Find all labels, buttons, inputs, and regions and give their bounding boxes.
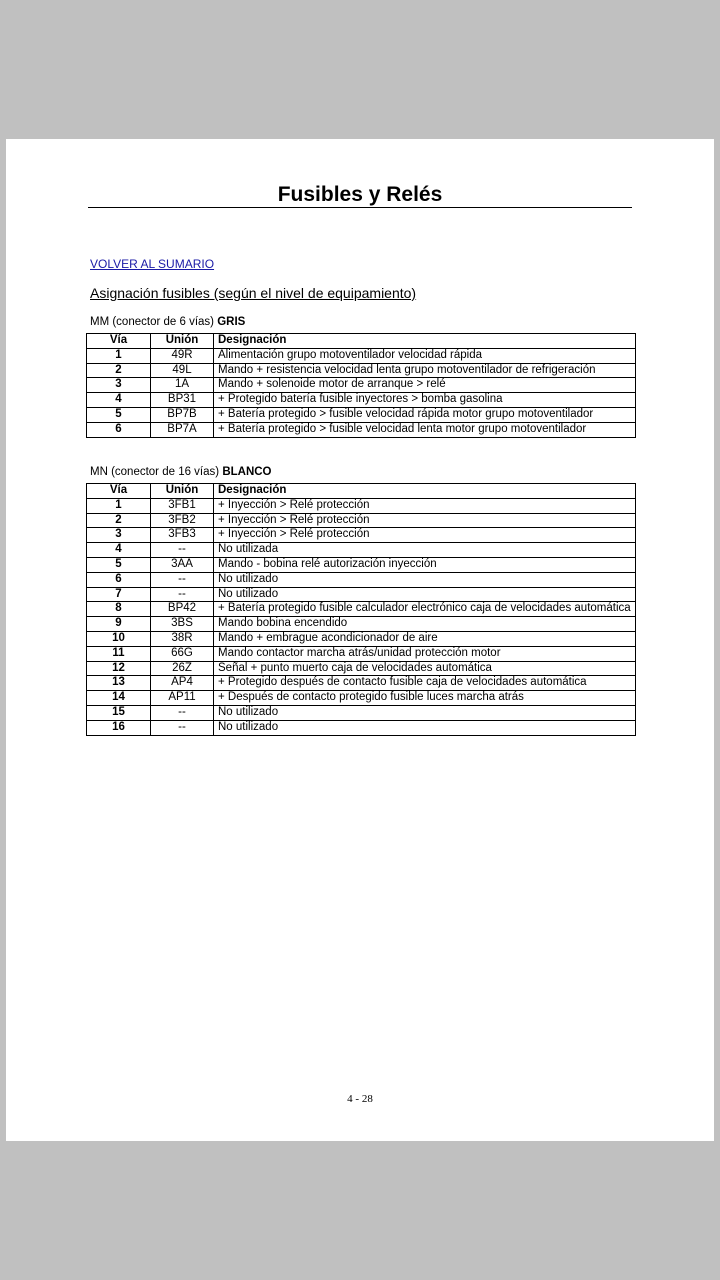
table-header-row <box>87 334 636 349</box>
table-row <box>87 646 636 661</box>
section-subtitle: Asignación fusibles (según el nivel de equipamiento) <box>90 285 417 301</box>
cell-via: 2 <box>87 363 151 378</box>
cell-via: 10 <box>87 631 151 646</box>
cell-designacion: + Inyección > Relé protección <box>214 513 636 528</box>
cell-union: 49R <box>151 348 214 363</box>
table-row <box>87 363 636 378</box>
cell-union: -- <box>151 543 214 558</box>
cell-designacion: Mando + solenoide motor de arranque > relé <box>214 378 636 393</box>
table-row <box>87 587 636 602</box>
cell-designacion: No utilizado <box>214 587 636 602</box>
table-connector-mn <box>86 483 636 736</box>
cell-via: 4 <box>87 543 151 558</box>
cell-union: BP7A <box>151 422 214 437</box>
back-to-summary-link[interactable]: VOLVER AL SUMARIO <box>90 257 215 271</box>
table-row <box>87 513 636 528</box>
header-union: Unión <box>151 484 214 499</box>
table-connector-mm <box>86 333 636 438</box>
cell-union: 26Z <box>151 661 214 676</box>
table-row <box>87 348 636 363</box>
cell-via: 1 <box>87 498 151 513</box>
table-header-row <box>87 484 636 499</box>
cell-designacion: No utilizada <box>214 543 636 558</box>
table-row <box>87 393 636 408</box>
cell-via: 5 <box>87 557 151 572</box>
cell-union: 38R <box>151 631 214 646</box>
cell-union: -- <box>151 720 214 735</box>
cell-union: AP11 <box>151 691 214 706</box>
table-row <box>87 378 636 393</box>
cell-designacion: No utilizado <box>214 720 636 735</box>
cell-via: 8 <box>87 602 151 617</box>
header-designacion: Designación <box>214 334 636 349</box>
cell-via: 15 <box>87 705 151 720</box>
cell-via: 7 <box>87 587 151 602</box>
cell-union: 49L <box>151 363 214 378</box>
cell-via: 9 <box>87 617 151 632</box>
table-row <box>87 528 636 543</box>
cell-via: 14 <box>87 691 151 706</box>
cell-union: 66G <box>151 646 214 661</box>
table-row <box>87 572 636 587</box>
cell-union: 3FB3 <box>151 528 214 543</box>
cell-designacion: Mando bobina encendido <box>214 617 636 632</box>
cell-via: 4 <box>87 393 151 408</box>
cell-designacion: Mando + resistencia velocidad lenta grupo motoventilador de refrigeración <box>214 363 636 378</box>
cell-union: BP31 <box>151 393 214 408</box>
table2-caption-color: BLANCO <box>222 466 272 478</box>
cell-designacion: + Batería protegido fusible calculador electrónico caja de velocidades automática <box>214 602 636 617</box>
table-row <box>87 498 636 513</box>
header-via: Vía <box>87 484 151 499</box>
cell-designacion: Mando + embrague acondicionador de aire <box>214 631 636 646</box>
table1-caption-color: GRIS <box>217 316 246 328</box>
cell-via: 16 <box>87 720 151 735</box>
table1-caption-prefix: MM (conector de 6 vías) <box>90 316 214 328</box>
table2-caption-prefix: MN (conector de 16 vías) <box>90 466 220 478</box>
cell-union: 3BS <box>151 617 214 632</box>
cell-via: 3 <box>87 528 151 543</box>
table-row <box>87 631 636 646</box>
table1-caption <box>90 316 245 328</box>
cell-via: 5 <box>87 407 151 422</box>
table-row <box>87 602 636 617</box>
table-row <box>87 661 636 676</box>
table-row <box>87 705 636 720</box>
cell-union: BP42 <box>151 602 214 617</box>
table-row <box>87 617 636 632</box>
cell-via: 11 <box>87 646 151 661</box>
header-union: Unión <box>151 334 214 349</box>
cell-via: 13 <box>87 676 151 691</box>
header-designacion: Designación <box>214 484 636 499</box>
cell-via: 6 <box>87 572 151 587</box>
cell-designacion: + Protegido después de contacto fusible caja de velocidades automática <box>214 676 636 691</box>
cell-union: 3AA <box>151 557 214 572</box>
cell-union: 3FB2 <box>151 513 214 528</box>
cell-designacion: Mando contactor marcha atrás/unidad protección motor <box>214 646 636 661</box>
cell-designacion: + Protegido batería fusible inyectores > bomba gasolina <box>214 393 636 408</box>
table-row <box>87 557 636 572</box>
table2-caption <box>90 466 272 478</box>
cell-union: -- <box>151 572 214 587</box>
table1-body <box>87 348 636 437</box>
cell-union: 1A <box>151 378 214 393</box>
cell-designacion: + Batería protegido > fusible velocidad lenta motor grupo motoventilador <box>214 422 636 437</box>
cell-designacion: No utilizado <box>214 572 636 587</box>
cell-union: AP4 <box>151 676 214 691</box>
cell-via: 3 <box>87 378 151 393</box>
title-divider <box>88 207 632 208</box>
cell-designacion: + Inyección > Relé protección <box>214 528 636 543</box>
cell-designacion: + Batería protegido > fusible velocidad rápida motor grupo motoventilador <box>214 407 636 422</box>
table2-body <box>87 498 636 735</box>
cell-designacion: Alimentación grupo motoventilador velocidad rápida <box>214 348 636 363</box>
cell-union: -- <box>151 705 214 720</box>
page-number: 4 - 28 <box>347 1093 373 1105</box>
cell-union: 3FB1 <box>151 498 214 513</box>
table-row <box>87 691 636 706</box>
cell-designacion: Mando - bobina relé autorización inyección <box>214 557 636 572</box>
table-row <box>87 543 636 558</box>
table-row <box>87 422 636 437</box>
cell-designacion: + Después de contacto protegido fusible luces marcha atrás <box>214 691 636 706</box>
cell-via: 6 <box>87 422 151 437</box>
cell-via: 1 <box>87 348 151 363</box>
cell-via: 12 <box>87 661 151 676</box>
header-via: Vía <box>87 334 151 349</box>
table-row <box>87 720 636 735</box>
cell-union: BP7B <box>151 407 214 422</box>
cell-designacion: + Inyección > Relé protección <box>214 498 636 513</box>
cell-union: -- <box>151 587 214 602</box>
cell-designacion: Señal + punto muerto caja de velocidades automática <box>214 661 636 676</box>
table-row <box>87 407 636 422</box>
document-page <box>6 139 714 1141</box>
page-title: Fusibles y Relés <box>277 183 443 206</box>
table-row <box>87 676 636 691</box>
cell-designacion: No utilizado <box>214 705 636 720</box>
cell-via: 2 <box>87 513 151 528</box>
